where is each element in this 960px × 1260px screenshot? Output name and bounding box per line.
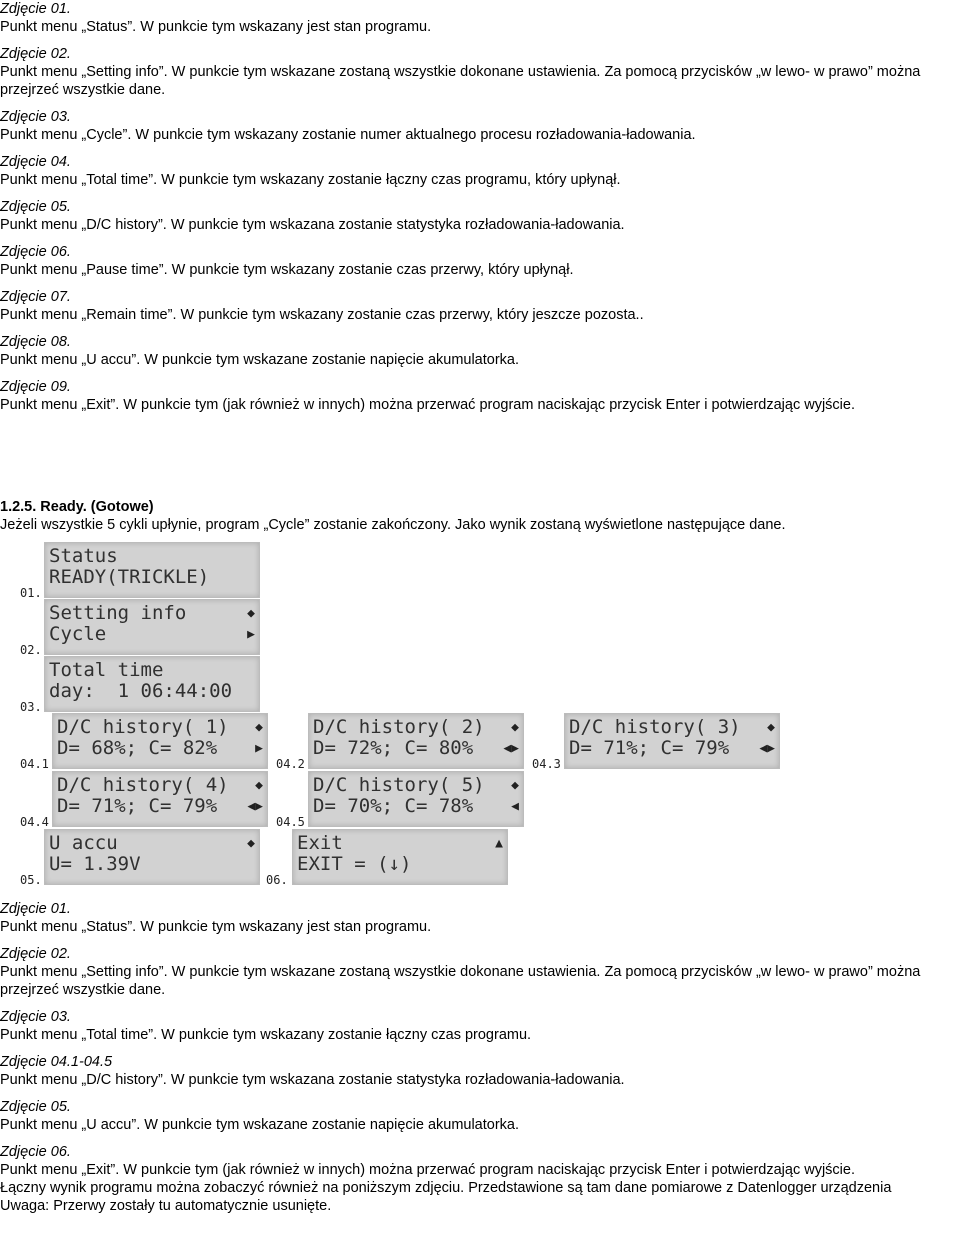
summary-text: Łączny wynik programu można zobaczyć również na poniższym zdjęciu. Przedstawione są tam dane pomiarowe z Datenlogger urządzenia bbox=[0, 1180, 892, 1196]
photo-label: 05. bbox=[20, 873, 42, 887]
photo-description: Punkt menu „Status”. W punkcie tym wskazany jest stan programu. bbox=[0, 19, 432, 35]
list-item bbox=[0, 108, 960, 144]
photo-caption: Zdjęcie 03. bbox=[0, 1009, 71, 1025]
photo-label: 04.5 bbox=[276, 815, 305, 829]
lcd-photo-dc-history-5 bbox=[308, 771, 524, 827]
photo-description: Punkt menu „U accu”. W punkcie tym wskazane zostanie napięcie akumulatorka. bbox=[0, 352, 520, 368]
list-item bbox=[0, 0, 960, 36]
list-item bbox=[0, 1143, 960, 1179]
section-heading: 1.2.5. Ready. (Gotowe) bbox=[0, 499, 154, 515]
photo-caption: Zdjęcie 01. bbox=[0, 1, 71, 17]
lcd-photo-dc-history-3 bbox=[564, 713, 780, 769]
photo-caption: Zdjęcie 09. bbox=[0, 379, 71, 395]
list-item bbox=[0, 378, 960, 414]
photo-caption: Zdjęcie 01. bbox=[0, 901, 71, 917]
photo-description-list bbox=[0, 900, 960, 1215]
photo-label: 04.1 bbox=[20, 757, 49, 771]
lcd-line: D/C history( 5) bbox=[313, 774, 485, 796]
lcd-line: Total time bbox=[49, 659, 164, 681]
photo-label: 04.4 bbox=[20, 815, 49, 829]
lcd-line: Cycle bbox=[49, 623, 107, 645]
photo-description: Punkt menu „Remain time”. W punkcie tym wskazany zostanie czas przerwy, który jeszcze pozosta.. bbox=[0, 307, 644, 323]
ready-section bbox=[0, 498, 960, 534]
photo-description: Punkt menu „Setting info”. W punkcie tym wskazane zostaną wszystkie dokonane ustawienia. Za pomocą przycisków „w lewo- w prawo” można przejrzeć wszystkie dane. bbox=[0, 64, 921, 98]
lcd-photo-dc-history-1 bbox=[52, 713, 268, 769]
photo-caption: Zdjęcie 07. bbox=[0, 289, 71, 305]
photo-caption: Zdjęcie 04. bbox=[0, 154, 71, 170]
photo-description: Punkt menu „Total time”. W punkcie tym wskazany zostanie łączny czas programu. bbox=[0, 1027, 532, 1043]
photo-description: Punkt menu „Total time”. W punkcie tym wskazany zostanie łączny czas programu, który upłynął. bbox=[0, 172, 621, 188]
lcd-photo-exit bbox=[292, 829, 508, 885]
lcd-line: D/C history( 2) bbox=[313, 716, 485, 738]
lcd-line: EXIT = (↓) bbox=[297, 853, 412, 875]
photo-description: Punkt menu „D/C history”. W punkcie tym wskazana zostanie statystyka rozładowania-ładowania. bbox=[0, 1072, 625, 1088]
photo-label: 04.2 bbox=[276, 757, 305, 771]
list-item bbox=[0, 288, 960, 324]
lcd-line: D/C history( 1) bbox=[57, 716, 229, 738]
left-right-arrow-icon: ◀▶ bbox=[247, 799, 263, 814]
photo-caption: Zdjęcie 06. bbox=[0, 1144, 71, 1160]
photo-caption: Zdjęcie 05. bbox=[0, 199, 71, 215]
photo-caption: Zdjęcie 02. bbox=[0, 946, 71, 962]
lcd-photo-setting-info bbox=[44, 599, 260, 655]
list-item bbox=[0, 243, 960, 279]
photo-caption: Zdjęcie 08. bbox=[0, 334, 71, 350]
photo-label: 01. bbox=[20, 586, 42, 600]
up-down-arrow-icon: ◆ bbox=[247, 606, 255, 621]
lcd-line: D= 72%; C= 80% bbox=[313, 737, 474, 759]
list-item bbox=[0, 900, 960, 936]
lcd-line: U accu bbox=[49, 832, 118, 854]
up-down-arrow-icon: ◆ bbox=[255, 720, 263, 735]
photo-description: Punkt menu „Exit”. W punkcie tym (jak również w innych) można przerwać program naciskając przycisk Enter i potwierdzając wyjście. bbox=[0, 397, 855, 413]
photo-description: Punkt menu „Status”. W punkcie tym wskazany jest stan programu. bbox=[0, 919, 432, 935]
photo-description: Punkt menu „Exit”. W punkcie tym (jak również w innych) można przerwać program naciskając przycisk Enter i potwierdzając wyjście. bbox=[0, 1162, 855, 1178]
lcd-photo-grid bbox=[0, 540, 960, 888]
left-arrow-icon: ◀ bbox=[511, 799, 519, 814]
up-down-arrow-icon: ◆ bbox=[255, 778, 263, 793]
menu-description-list bbox=[0, 0, 960, 423]
lcd-line: D= 71%; C= 79% bbox=[569, 737, 730, 759]
lcd-line: D/C history( 3) bbox=[569, 716, 741, 738]
lcd-line: U= 1.39V bbox=[49, 853, 141, 875]
photo-label: 04.3 bbox=[532, 757, 561, 771]
lcd-line: Status bbox=[49, 545, 118, 567]
list-item bbox=[0, 1008, 960, 1044]
photo-caption: Zdjęcie 06. bbox=[0, 244, 71, 260]
lcd-photo-u-accu bbox=[44, 829, 260, 885]
up-down-arrow-icon: ◆ bbox=[767, 720, 775, 735]
photo-description: Punkt menu „Setting info”. W punkcie tym wskazane zostaną wszystkie dokonane ustawienia. Za pomocą przycisków „w lewo- w prawo” można przejrzeć wszystkie dane. bbox=[0, 964, 921, 998]
section-text: Jeżeli wszystkie 5 cykli upłynie, program „Cycle” zostanie zakończony. Jako wynik zostaną wyświetlone następujące dane. bbox=[0, 517, 786, 533]
lcd-photo-dc-history-4 bbox=[52, 771, 268, 827]
photo-description: Punkt menu „Cycle”. W punkcie tym wskazany zostanie numer aktualnego procesu rozładowania-ładowania. bbox=[0, 127, 696, 143]
up-arrow-icon: ▲ bbox=[495, 836, 503, 851]
up-down-arrow-icon: ◆ bbox=[511, 778, 519, 793]
photo-caption: Zdjęcie 04.1-04.5 bbox=[0, 1054, 113, 1070]
photo-description: Punkt menu „Pause time”. W punkcie tym wskazany zostanie czas przerwy, który upłynął. bbox=[0, 262, 574, 278]
lcd-line: D/C history( 4) bbox=[57, 774, 229, 796]
up-down-arrow-icon: ◆ bbox=[511, 720, 519, 735]
left-right-arrow-icon: ◀▶ bbox=[503, 741, 519, 756]
up-down-arrow-icon: ◆ bbox=[247, 836, 255, 851]
photo-description: Punkt menu „D/C history”. W punkcie tym wskazana zostanie statystyka rozładowania-ładowania. bbox=[0, 217, 625, 233]
lcd-line: Setting info bbox=[49, 602, 187, 624]
photo-label: 02. bbox=[20, 643, 42, 657]
right-arrow-icon: ▶ bbox=[255, 741, 263, 756]
right-arrow-icon: ▶ bbox=[247, 627, 255, 642]
lcd-line: D= 70%; C= 78% bbox=[313, 795, 474, 817]
lcd-line: Exit bbox=[297, 832, 343, 854]
photo-description: Punkt menu „U accu”. W punkcie tym wskazane zostanie napięcie akumulatorka. bbox=[0, 1117, 520, 1133]
list-item bbox=[0, 945, 960, 999]
list-item bbox=[0, 1098, 960, 1134]
photo-label: 03. bbox=[20, 700, 42, 714]
left-right-arrow-icon: ◀▶ bbox=[759, 741, 775, 756]
lcd-photo-dc-history-2 bbox=[308, 713, 524, 769]
photo-label: 06. bbox=[266, 873, 288, 887]
photo-caption: Zdjęcie 03. bbox=[0, 109, 71, 125]
lcd-line: D= 68%; C= 82% bbox=[57, 737, 218, 759]
list-item bbox=[0, 1053, 960, 1089]
lcd-photo-total-time bbox=[44, 656, 260, 712]
note-text: Uwaga: Przerwy zostały tu automatycznie usunięte. bbox=[0, 1198, 332, 1214]
lcd-line: day: 1 06:44:00 bbox=[49, 680, 233, 702]
photo-caption: Zdjęcie 02. bbox=[0, 46, 71, 62]
lcd-photo-status bbox=[44, 542, 260, 598]
lcd-line: D= 71%; C= 79% bbox=[57, 795, 218, 817]
list-item bbox=[0, 198, 960, 234]
list-item bbox=[0, 45, 960, 99]
list-item bbox=[0, 153, 960, 189]
list-item bbox=[0, 333, 960, 369]
photo-caption: Zdjęcie 05. bbox=[0, 1099, 71, 1115]
lcd-line: READY(TRICKLE) bbox=[49, 566, 210, 588]
